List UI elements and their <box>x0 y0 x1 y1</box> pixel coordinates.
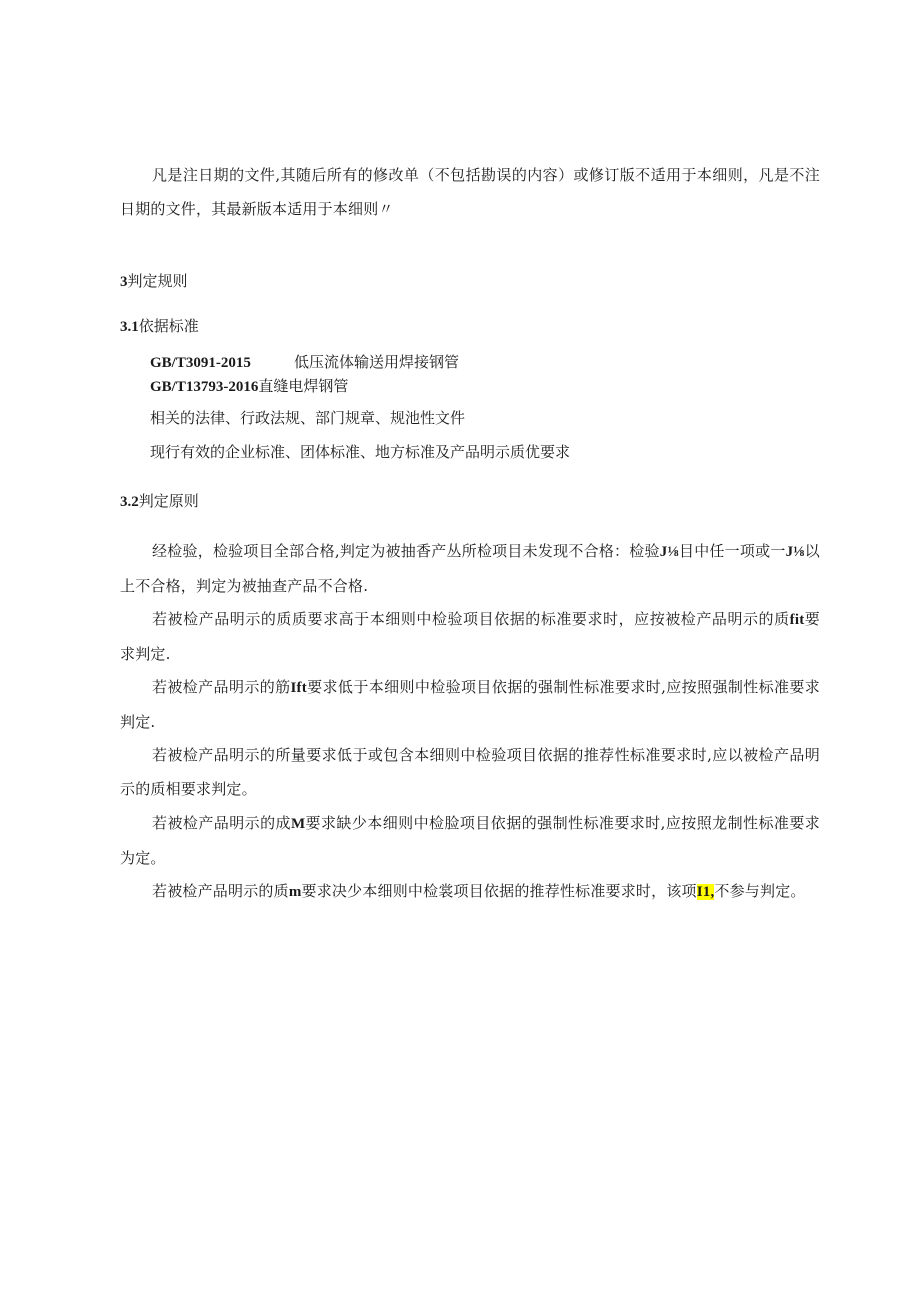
section-3-2-title: 判定原则 <box>138 492 199 510</box>
scope-note-line2: 注日期的文件，其最新版本适用于本细则〃 <box>120 166 820 218</box>
principle-5-text-a: 若被检产品明示的成 <box>152 814 291 832</box>
principle-6-text-e: 不参与判定。 <box>714 882 806 900</box>
principle-paragraph-4: 若被检产品明示的所量要求低于或包含本细则中检验项目依据的推荐性标准要求时,应以被检产品明示的质相要求判定。 <box>120 746 820 798</box>
principle-1-text-d: J⅛ <box>785 544 805 560</box>
principle-1-text-b: J⅛ <box>659 544 679 560</box>
basis-item-standards: 现行有效的企业标准、团体标准、地方标准及产品明示质优要求 <box>150 443 571 461</box>
section-3-1-title: 依据标准 <box>138 317 199 335</box>
principle-paragraph-6 <box>120 874 820 909</box>
standard-item <box>150 351 459 374</box>
standard-item <box>150 375 348 398</box>
principle-3-text-c: 要求低于本细则中检验项目依据的强制性标准要求时,应按照强制性标准要求判定. <box>120 678 820 731</box>
standard-name: 直缝电焊钢管 <box>258 377 349 395</box>
principle-1-text-c: 目中任一项或一 <box>678 542 786 560</box>
principle-3-text-a: 若被检产品明示的筋 <box>152 678 291 696</box>
section-3-heading <box>120 270 188 293</box>
section-3-2-heading <box>120 490 199 513</box>
scope-note-paragraph <box>120 158 820 226</box>
highlighted-mark: I1, <box>696 884 715 900</box>
principle-6-text-b: m <box>288 884 302 900</box>
principle-paragraph-5 <box>120 806 820 875</box>
standard-code: GB/T13793-2016 <box>150 379 259 395</box>
principle-2-text-c: 要求判定. <box>120 610 820 663</box>
principle-1-text-a: 经检验，检验项目全部合格,判定为被抽香产丛所检项目未发现不合格：检验 <box>152 542 660 560</box>
principle-6-text-a: 若被检产品明示的质 <box>152 882 289 900</box>
principle-6-text-c: 要求决少本细则中检裳项目依据的推荐性标准要求时，该项 <box>301 882 697 900</box>
standard-name: 低压流体输送用焊接钢管 <box>294 353 460 371</box>
basis-item-laws: 相关的法律、行政法规、部门规章、规池性文件 <box>150 409 466 427</box>
section-3-1-number: 3.1 <box>120 319 139 335</box>
principle-paragraph-1 <box>120 534 820 603</box>
principle-3-text-b: Ift <box>290 680 307 696</box>
principle-5-text-b: M <box>290 816 306 832</box>
principle-2-text-b: fit <box>789 612 805 628</box>
scope-note-line1: 凡是注日期的文件,其随后所有的修改单（不包括勘误的内容）或修订版不适用于本细则，凡是不 <box>152 166 805 184</box>
section-3-number: 3 <box>120 274 128 290</box>
standard-code: GB/T3091-2015 <box>150 355 251 371</box>
section-3-2-number: 3.2 <box>120 494 139 510</box>
section-3-title: 判定规则 <box>127 272 188 290</box>
section-3-1-heading <box>120 315 199 338</box>
principle-2-text-a: 若被检产品明示的质质要求高于本细则中检验项目依据的标准要求时，应按被检产品明示的质 <box>152 610 790 628</box>
principle-5-text-c: 要求缺少本细则中检脸项目依据的强制性标准要求时,应按照龙制性标准要求为定。 <box>120 814 820 867</box>
principle-paragraph-3 <box>120 670 820 739</box>
principle-1-text-e: 以上不合格，判定为被抽查产品不合格. <box>120 542 821 595</box>
principle-paragraph-2 <box>120 602 820 671</box>
